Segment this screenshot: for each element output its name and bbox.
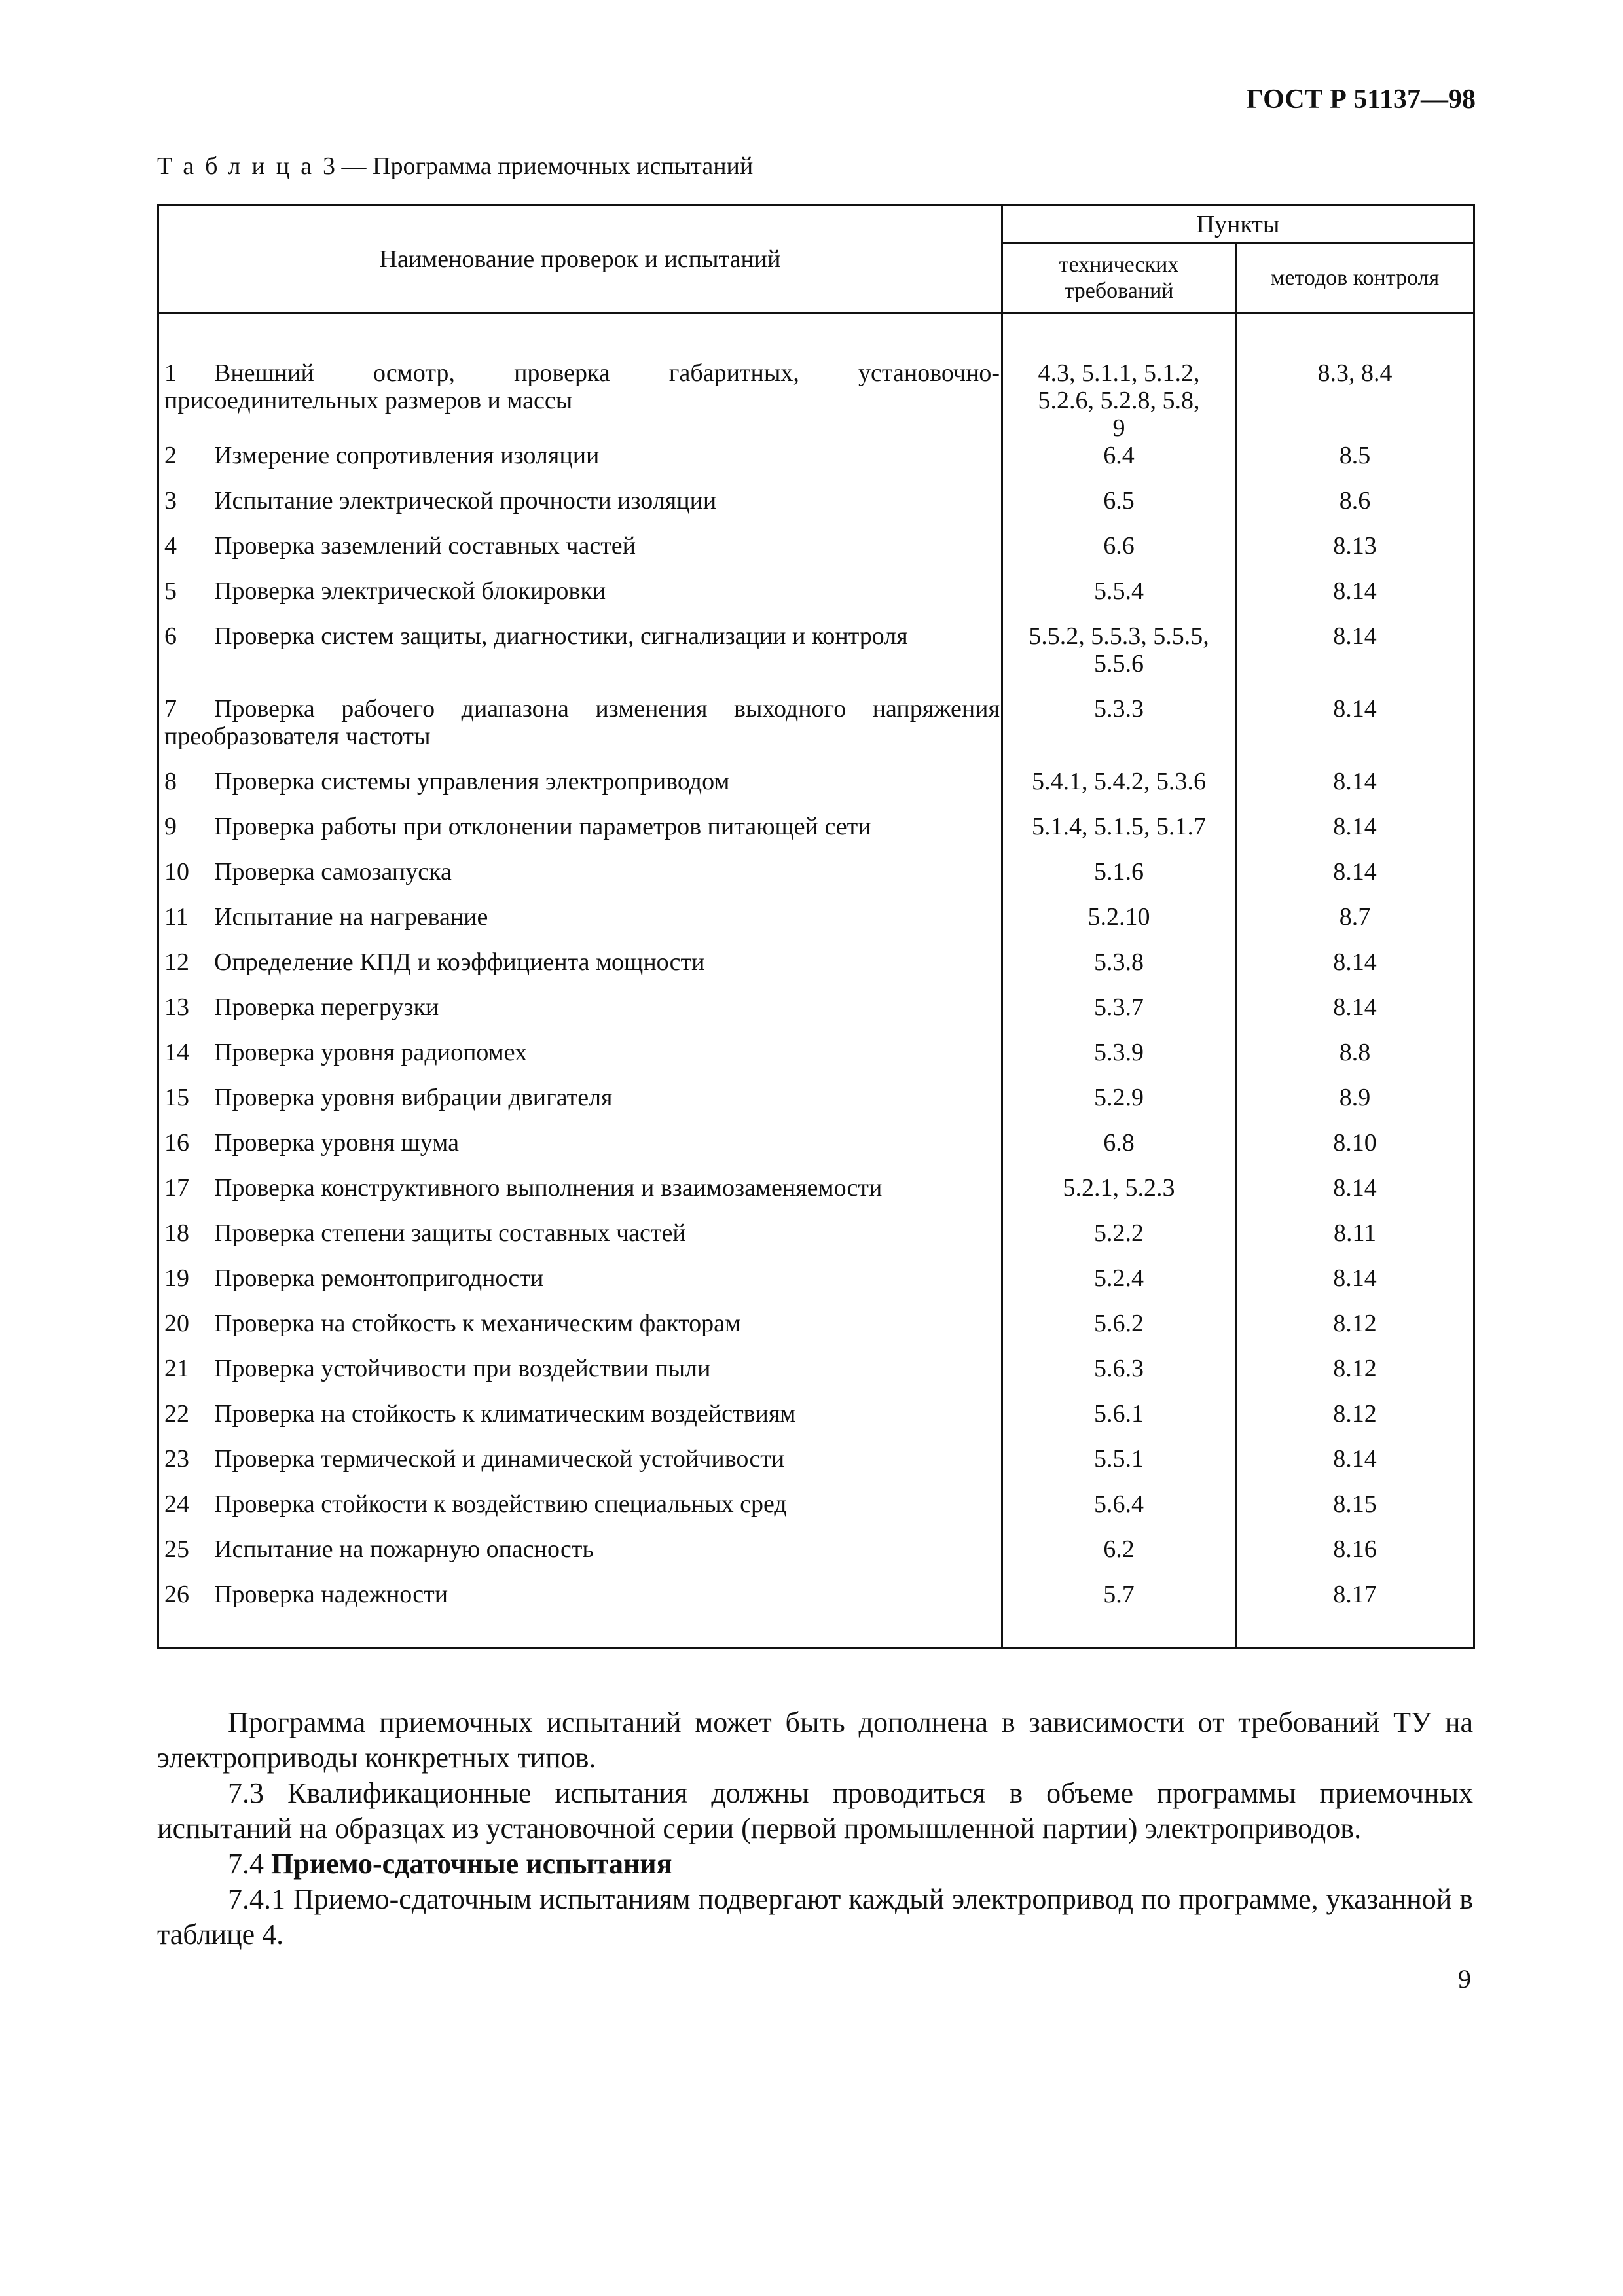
table-row bbox=[158, 858, 1474, 903]
control-methods-cell bbox=[1236, 1535, 1474, 1581]
technical-requirements-value: 5.6.2 bbox=[1094, 1310, 1144, 1337]
test-name-text: Проверка надежности bbox=[214, 1581, 448, 1608]
control-methods-cell bbox=[1236, 1174, 1474, 1219]
technical-requirements-cell bbox=[1002, 768, 1236, 813]
control-methods-value: 8.14 bbox=[1333, 994, 1377, 1021]
technical-requirements-cell bbox=[1002, 487, 1236, 532]
test-number: 10 bbox=[164, 858, 189, 886]
control-methods-value: 8.14 bbox=[1333, 622, 1377, 650]
control-methods-cell bbox=[1236, 487, 1474, 532]
test-name-text: Проверка уровня радиопомех bbox=[214, 1039, 528, 1066]
test-name bbox=[159, 1581, 1001, 1608]
technical-requirements-cell bbox=[1002, 858, 1236, 903]
test-name bbox=[159, 903, 1001, 931]
technical-requirements-value: 5.1.6 bbox=[1094, 858, 1144, 886]
test-name-text: Проверка стойкости к воздействию специальных сред bbox=[214, 1490, 787, 1518]
test-name bbox=[159, 1265, 1001, 1292]
test-name-text: Проверка уровня вибрации двигателя bbox=[214, 1084, 613, 1111]
table-row bbox=[158, 622, 1474, 695]
test-name bbox=[159, 858, 1001, 886]
technical-requirements-cell bbox=[1002, 442, 1236, 487]
test-name-cell bbox=[158, 1445, 1002, 1490]
control-methods-value: 8.14 bbox=[1333, 695, 1377, 723]
document-code-header: ГОСТ Р 51137—98 bbox=[1246, 84, 1476, 115]
test-name-cell bbox=[158, 487, 1002, 532]
test-number: 12 bbox=[164, 948, 189, 976]
test-name bbox=[159, 1039, 1001, 1066]
test-name bbox=[159, 442, 1001, 469]
test-name bbox=[159, 1174, 1001, 1202]
test-name-text: Проверка ремонтопригодности bbox=[214, 1265, 544, 1292]
control-methods-cell bbox=[1236, 695, 1474, 768]
technical-requirements-value: 5.2.10 bbox=[1087, 903, 1150, 931]
control-methods-value: 8.12 bbox=[1333, 1310, 1377, 1337]
technical-requirements-value: 5.5.1 bbox=[1094, 1445, 1144, 1473]
test-number: 20 bbox=[164, 1310, 189, 1337]
control-methods-cell bbox=[1236, 813, 1474, 858]
test-name-text: Проверка на стойкость к климатическим воздействиям bbox=[214, 1400, 796, 1427]
control-methods-value: 8.14 bbox=[1333, 858, 1377, 886]
test-name-cell bbox=[158, 1535, 1002, 1581]
test-number: 9 bbox=[164, 813, 177, 840]
test-name-cell bbox=[158, 948, 1002, 994]
control-methods-cell bbox=[1236, 577, 1474, 622]
test-number: 22 bbox=[164, 1400, 189, 1427]
technical-requirements-cell bbox=[1002, 622, 1236, 695]
control-methods-value: 8.5 bbox=[1339, 442, 1371, 469]
test-name-text: Проверка заземлений составных частей bbox=[214, 532, 636, 560]
test-name bbox=[159, 622, 1001, 650]
technical-requirements-cell bbox=[1002, 1084, 1236, 1129]
test-name-cell bbox=[158, 359, 1002, 442]
test-name-text: Испытание электрической прочности изоляции bbox=[214, 487, 717, 514]
test-name-cell bbox=[158, 577, 1002, 622]
control-methods-value: 8.11 bbox=[1333, 1219, 1377, 1247]
table-row bbox=[158, 359, 1474, 442]
test-name-cell bbox=[158, 442, 1002, 487]
control-methods-value: 8.6 bbox=[1339, 487, 1371, 514]
table-row bbox=[158, 532, 1474, 577]
test-name-text: Измерение сопротивления изоляции bbox=[214, 442, 600, 469]
control-methods-cell bbox=[1236, 1445, 1474, 1490]
technical-requirements-value: 5.3.7 bbox=[1094, 994, 1144, 1021]
technical-requirements-value: 5.2.9 bbox=[1094, 1084, 1144, 1111]
technical-requirements-value: 5.3.3 bbox=[1094, 695, 1144, 723]
test-number: 14 bbox=[164, 1039, 189, 1066]
control-methods-value: 8.8 bbox=[1339, 1039, 1371, 1066]
paragraph-program-supplement: Программа приемочных испытаний может быть дополнена в зависимости от требований ТУ на электроприводы конкретных типов. bbox=[157, 1706, 1473, 1774]
heading-7-4-number: 7.4 bbox=[228, 1848, 271, 1880]
control-methods-cell bbox=[1236, 1265, 1474, 1310]
test-name-cell bbox=[158, 858, 1002, 903]
control-methods-value: 8.12 bbox=[1333, 1355, 1377, 1382]
paragraph-7-3: 7.3 Квалификационные испытания должны проводиться в объеме программы приемочных испытаний на образцах из установочной серии (первой промышленной партии) электроприводов. bbox=[157, 1777, 1473, 1844]
control-methods-value: 8.14 bbox=[1333, 1174, 1377, 1202]
page-number: 9 bbox=[1458, 1964, 1471, 1994]
test-name bbox=[159, 1490, 1001, 1518]
test-name bbox=[159, 1129, 1001, 1157]
test-name-text: Проверка степени защиты составных частей bbox=[214, 1219, 686, 1247]
control-methods-cell bbox=[1236, 1039, 1474, 1084]
test-number: 1 bbox=[164, 359, 177, 387]
heading-7-4 bbox=[157, 1846, 1473, 1882]
technical-requirements-value: 5.3.9 bbox=[1094, 1039, 1144, 1066]
control-methods-value: 8.17 bbox=[1333, 1581, 1377, 1608]
control-methods-value: 8.14 bbox=[1333, 577, 1377, 605]
test-name bbox=[159, 577, 1001, 605]
paragraph-7-4-1: 7.4.1 Приемо-сдаточным испытаниям подвергают каждый электропривод по программе, указанной в таблице 4. bbox=[157, 1883, 1473, 1950]
column-header-points: Пункты bbox=[1002, 206, 1474, 243]
test-number: 13 bbox=[164, 994, 189, 1021]
test-name-text: Проверка системы управления электроприводом bbox=[214, 768, 730, 795]
test-number: 21 bbox=[164, 1355, 189, 1382]
test-name-text: Проверка устойчивости при воздействии пыли bbox=[214, 1355, 711, 1382]
technical-requirements-value: 5.6.1 bbox=[1094, 1400, 1144, 1427]
table-row bbox=[158, 1084, 1474, 1129]
test-name-cell bbox=[158, 1084, 1002, 1129]
technical-requirements-cell bbox=[1002, 1310, 1236, 1355]
test-number: 18 bbox=[164, 1219, 189, 1247]
column-header-name: Наименование проверок и испытаний bbox=[158, 206, 1002, 313]
test-name bbox=[159, 1310, 1001, 1337]
technical-requirements-value: 5.6.4 bbox=[1094, 1490, 1144, 1518]
test-name bbox=[159, 532, 1001, 560]
technical-requirements-value: 5.5.4 bbox=[1094, 577, 1144, 605]
technical-requirements-cell bbox=[1002, 994, 1236, 1039]
technical-requirements-cell bbox=[1002, 1174, 1236, 1219]
test-name-text: Проверка термической и динамической устойчивости bbox=[214, 1445, 785, 1473]
table-caption-number: 3 bbox=[323, 152, 336, 180]
acceptance-test-program-table bbox=[157, 204, 1475, 1649]
control-methods-value: 8.7 bbox=[1339, 903, 1371, 931]
table-row bbox=[158, 442, 1474, 487]
table-row bbox=[158, 487, 1474, 532]
control-methods-cell bbox=[1236, 1310, 1474, 1355]
control-methods-value: 8.16 bbox=[1333, 1535, 1377, 1563]
technical-requirements-cell bbox=[1002, 1265, 1236, 1310]
technical-requirements-cell bbox=[1002, 813, 1236, 858]
technical-requirements-value: 5.2.1, 5.2.3 bbox=[1063, 1174, 1175, 1202]
technical-requirements-cell bbox=[1002, 1355, 1236, 1400]
control-methods-value: 8.14 bbox=[1333, 948, 1377, 976]
test-name-cell bbox=[158, 813, 1002, 858]
test-name-text: Проверка работы при отклонении параметров питающей сети bbox=[214, 813, 871, 840]
test-name bbox=[159, 994, 1001, 1021]
control-methods-value: 8.15 bbox=[1333, 1490, 1377, 1518]
test-name-cell bbox=[158, 768, 1002, 813]
control-methods-value: 8.9 bbox=[1339, 1084, 1371, 1111]
test-name-text: Проверка рабочего диапазона изменения выходного напряжения преобразователя частоты bbox=[164, 695, 1000, 750]
control-methods-cell bbox=[1236, 1581, 1474, 1626]
control-methods-cell bbox=[1236, 1400, 1474, 1445]
test-number: 4 bbox=[164, 532, 177, 560]
column-header-technical-requirements: технических требований bbox=[1002, 243, 1236, 313]
test-name bbox=[159, 359, 1001, 414]
test-number: 16 bbox=[164, 1129, 189, 1157]
test-name bbox=[159, 1400, 1001, 1427]
body-text bbox=[157, 1705, 1473, 1952]
table-row bbox=[158, 1265, 1474, 1310]
table-row bbox=[158, 695, 1474, 768]
table-row bbox=[158, 1490, 1474, 1535]
test-name bbox=[159, 768, 1001, 795]
test-name-cell bbox=[158, 695, 1002, 768]
test-name-cell bbox=[158, 1174, 1002, 1219]
technical-requirements-value: 4.3, 5.1.1, 5.1.2, 5.2.6, 5.2.8, 5.8, 9 bbox=[1038, 359, 1200, 442]
test-number: 3 bbox=[164, 487, 177, 514]
table-row bbox=[158, 1535, 1474, 1581]
test-name-text: Проверка электрической блокировки bbox=[214, 577, 606, 605]
technical-requirements-cell bbox=[1002, 695, 1236, 768]
control-methods-value: 8.14 bbox=[1333, 768, 1377, 795]
test-name-cell bbox=[158, 1129, 1002, 1174]
test-number: 26 bbox=[164, 1581, 189, 1608]
test-number: 2 bbox=[164, 442, 177, 469]
control-methods-cell bbox=[1236, 1084, 1474, 1129]
technical-requirements-cell bbox=[1002, 948, 1236, 994]
technical-requirements-cell bbox=[1002, 1445, 1236, 1490]
control-methods-cell bbox=[1236, 768, 1474, 813]
control-methods-value: 8.13 bbox=[1333, 532, 1377, 560]
control-methods-cell bbox=[1236, 1490, 1474, 1535]
technical-requirements-cell bbox=[1002, 1581, 1236, 1626]
technical-requirements-cell bbox=[1002, 1400, 1236, 1445]
test-name bbox=[159, 813, 1001, 840]
test-number: 17 bbox=[164, 1174, 189, 1202]
table-row bbox=[158, 1310, 1474, 1355]
control-methods-cell bbox=[1236, 1129, 1474, 1174]
table-row bbox=[158, 1039, 1474, 1084]
test-name-cell bbox=[158, 1355, 1002, 1400]
test-number: 8 bbox=[164, 768, 177, 795]
technical-requirements-value: 5.2.2 bbox=[1094, 1219, 1144, 1247]
technical-requirements-value: 6.8 bbox=[1103, 1129, 1135, 1157]
technical-requirements-cell bbox=[1002, 577, 1236, 622]
table-row bbox=[158, 768, 1474, 813]
technical-requirements-value: 5.4.1, 5.4.2, 5.3.6 bbox=[1032, 768, 1206, 795]
test-name-cell bbox=[158, 1039, 1002, 1084]
table-row bbox=[158, 994, 1474, 1039]
test-name bbox=[159, 1445, 1001, 1473]
table-row bbox=[158, 903, 1474, 948]
technical-requirements-value: 5.3.8 bbox=[1094, 948, 1144, 976]
technical-requirements-value: 6.4 bbox=[1103, 442, 1135, 469]
table-row bbox=[158, 813, 1474, 858]
test-name bbox=[159, 1535, 1001, 1563]
test-name-text: Проверка перегрузки bbox=[214, 994, 439, 1021]
test-name-text: Внешний осмотр, проверка габаритных, установочно-присоединительных размеров и массы bbox=[164, 359, 1000, 414]
test-name-cell bbox=[158, 1490, 1002, 1535]
control-methods-cell bbox=[1236, 903, 1474, 948]
test-name-text: Проверка на стойкость к механическим факторам bbox=[214, 1310, 741, 1337]
test-name-text: Проверка систем защиты, диагностики, сигнализации и контроля bbox=[214, 622, 908, 650]
test-number: 7 bbox=[164, 695, 177, 723]
table-row bbox=[158, 1355, 1474, 1400]
table-row bbox=[158, 1219, 1474, 1265]
test-name-cell bbox=[158, 1310, 1002, 1355]
test-name bbox=[159, 695, 1001, 750]
test-name bbox=[159, 1219, 1001, 1247]
test-name-cell bbox=[158, 994, 1002, 1039]
table-row bbox=[158, 1400, 1474, 1445]
test-number: 11 bbox=[164, 903, 189, 931]
test-name bbox=[159, 1355, 1001, 1382]
technical-requirements-value: 5.5.2, 5.5.3, 5.5.5, 5.5.6 bbox=[1029, 622, 1209, 677]
control-methods-cell bbox=[1236, 994, 1474, 1039]
test-name-cell bbox=[158, 532, 1002, 577]
test-name-text: Проверка уровня шума bbox=[214, 1129, 459, 1157]
control-methods-cell bbox=[1236, 948, 1474, 994]
test-name-text: Проверка конструктивного выполнения и взаимозаменяемости bbox=[214, 1174, 883, 1202]
test-name-text: Определение КПД и коэффициента мощности bbox=[214, 948, 705, 976]
table-row bbox=[158, 1445, 1474, 1490]
test-number: 19 bbox=[164, 1265, 189, 1292]
technical-requirements-cell bbox=[1002, 1535, 1236, 1581]
test-name-cell bbox=[158, 1265, 1002, 1310]
test-number: 5 bbox=[164, 577, 177, 605]
test-name-cell bbox=[158, 1219, 1002, 1265]
column-header-control-methods: методов контроля bbox=[1236, 243, 1474, 313]
test-name bbox=[159, 948, 1001, 976]
test-number: 23 bbox=[164, 1445, 189, 1473]
control-methods-cell bbox=[1236, 442, 1474, 487]
control-methods-value: 8.14 bbox=[1333, 1265, 1377, 1292]
control-methods-value: 8.14 bbox=[1333, 1445, 1377, 1473]
table-caption bbox=[157, 152, 753, 181]
test-number: 15 bbox=[164, 1084, 189, 1111]
table-body bbox=[158, 313, 1474, 1648]
technical-requirements-value: 6.2 bbox=[1103, 1535, 1135, 1563]
test-name-cell bbox=[158, 1581, 1002, 1626]
technical-requirements-cell bbox=[1002, 1219, 1236, 1265]
control-methods-cell bbox=[1236, 359, 1474, 442]
technical-requirements-value: 6.5 bbox=[1103, 487, 1135, 514]
technical-requirements-value: 5.7 bbox=[1103, 1581, 1135, 1608]
table-caption-title: — Программа приемочных испытаний bbox=[335, 152, 754, 180]
control-methods-value: 8.10 bbox=[1333, 1129, 1377, 1157]
table-row bbox=[158, 1129, 1474, 1174]
control-methods-cell bbox=[1236, 858, 1474, 903]
test-name bbox=[159, 487, 1001, 514]
technical-requirements-value: 5.2.4 bbox=[1094, 1265, 1144, 1292]
table-caption-word: Таблица bbox=[157, 152, 323, 180]
test-number: 24 bbox=[164, 1490, 189, 1518]
control-methods-cell bbox=[1236, 1219, 1474, 1265]
test-name-cell bbox=[158, 903, 1002, 948]
test-name-cell bbox=[158, 1400, 1002, 1445]
test-name-text: Испытание на нагревание bbox=[214, 903, 488, 931]
table-row bbox=[158, 948, 1474, 994]
table-row bbox=[158, 1174, 1474, 1219]
test-number: 25 bbox=[164, 1535, 189, 1563]
table-row bbox=[158, 1581, 1474, 1626]
technical-requirements-cell bbox=[1002, 903, 1236, 948]
technical-requirements-cell bbox=[1002, 1490, 1236, 1535]
technical-requirements-cell bbox=[1002, 359, 1236, 442]
control-methods-value: 8.12 bbox=[1333, 1400, 1377, 1427]
technical-requirements-value: 5.6.3 bbox=[1094, 1355, 1144, 1382]
control-methods-cell bbox=[1236, 532, 1474, 577]
control-methods-cell bbox=[1236, 622, 1474, 695]
control-methods-value: 8.3, 8.4 bbox=[1317, 359, 1393, 387]
technical-requirements-cell bbox=[1002, 1039, 1236, 1084]
table-header bbox=[158, 206, 1474, 313]
test-name-cell bbox=[158, 622, 1002, 695]
technical-requirements-value: 5.1.4, 5.1.5, 5.1.7 bbox=[1032, 813, 1206, 840]
control-methods-value: 8.14 bbox=[1333, 813, 1377, 840]
test-number: 6 bbox=[164, 622, 177, 650]
test-name-text: Проверка самозапуска bbox=[214, 858, 452, 886]
heading-7-4-title: Приемо-сдаточные испытания bbox=[271, 1848, 672, 1880]
technical-requirements-value: 6.6 bbox=[1103, 532, 1135, 560]
control-methods-cell bbox=[1236, 1355, 1474, 1400]
test-name-text: Испытание на пожарную опасность bbox=[214, 1535, 594, 1563]
table-row bbox=[158, 577, 1474, 622]
technical-requirements-cell bbox=[1002, 1129, 1236, 1174]
technical-requirements-cell bbox=[1002, 532, 1236, 577]
test-name bbox=[159, 1084, 1001, 1111]
